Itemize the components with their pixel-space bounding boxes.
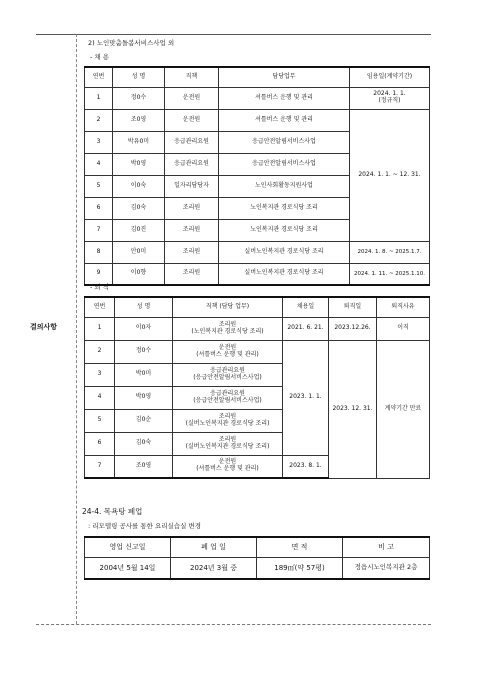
cell-no: 8 — [85, 241, 113, 263]
retire-table — [84, 296, 430, 479]
table-row — [85, 340, 430, 363]
cell-duty: 노인복지관 경로식당 조리 — [219, 197, 350, 219]
cell-name: 박유0미 — [113, 131, 165, 153]
cell-role: 조리원 — [165, 263, 219, 285]
cell-name: 김0숙 — [115, 432, 173, 455]
cell-no: 1 — [85, 317, 115, 340]
cell-note: 정읍시노인복지관 2층 — [343, 557, 430, 579]
cell-hired-merged: 2023. 1. 1. — [283, 340, 329, 455]
cell-retired: 2023.12.26. — [329, 317, 377, 340]
section2-title: 24-4. 목욕탕 폐업 — [82, 507, 143, 516]
cell-no: 4 — [85, 386, 115, 409]
cell-duty: 실버노인복지관 경로식당 조리 — [219, 263, 350, 285]
cell-hired: 2023. 8. 1. — [283, 455, 329, 478]
cell-role-duty — [173, 432, 283, 455]
cell-no: 6 — [85, 432, 115, 455]
cell-duty: 노인복지관 경로식당 조리 — [219, 219, 350, 241]
hire-table — [84, 66, 430, 286]
table-row — [85, 109, 430, 131]
cell-reason-merged: 계약기간 만료 — [377, 340, 430, 478]
duty-line: (응급안전알림서비스사업) — [193, 373, 262, 381]
cell-role-duty — [173, 317, 283, 340]
role-line: 조리원 — [218, 435, 237, 443]
cell-period: 2024. 1. 11. ~ 2025.1.10. — [350, 263, 430, 285]
hire-header-period: 임용일(계약기간) — [350, 67, 430, 87]
hire-label: - 채 용 — [90, 53, 110, 61]
role-line: 응급관리요원 — [210, 366, 245, 374]
section1-title: 2) 노인맞춤돌봄서비스사업 외 — [88, 39, 175, 47]
retire-header-hired: 채용일 — [283, 297, 329, 317]
duty-line: (응급안전알림서비스사업) — [193, 396, 262, 404]
cell-no: 7 — [85, 455, 115, 478]
cell-duty: 실버노인복지관 경로식당 조리 — [219, 241, 350, 263]
duty-line: (셔틀버스 운행 및 관리) — [196, 465, 259, 473]
cell-no: 4 — [85, 153, 113, 175]
hire-header-name: 성 명 — [113, 67, 165, 87]
cell-no: 9 — [85, 263, 113, 285]
cell-name: 김0진 — [113, 219, 165, 241]
cell-no: 1 — [85, 87, 113, 109]
cell-role-duty — [173, 409, 283, 432]
hire-header-no: 연번 — [85, 67, 113, 87]
cell-duty: 응급안전알림서비스사업 — [219, 153, 350, 175]
table-row — [85, 557, 430, 579]
cell-period — [350, 87, 430, 109]
cell-no: 6 — [85, 197, 113, 219]
retire-header-retired: 퇴직일 — [329, 297, 377, 317]
cell-hired: 2021. 6. 21. — [283, 317, 329, 340]
cell-period-merged: 2024. 1. 1. ~ 12. 31. — [350, 109, 430, 241]
role-line: 운전원 — [218, 343, 237, 351]
cell-role-duty — [173, 340, 283, 363]
cell-role-duty — [173, 363, 283, 386]
cell-period: 2024. 1. 8. ~ 2025.1.7. — [350, 241, 430, 263]
cell-close-date: 2024년 3월 중 — [171, 557, 257, 579]
retire-label: - 퇴 직 — [90, 283, 110, 291]
role-line: 조리원 — [218, 412, 237, 420]
cell-role: 운전원 — [165, 109, 219, 131]
table-row — [85, 241, 430, 263]
cell-name: 이0향 — [113, 263, 165, 285]
cell-no: 3 — [85, 363, 115, 386]
cell-name: 조0영 — [113, 109, 165, 131]
cell-name: 정0수 — [115, 340, 173, 363]
duty-line: (셔틀버스 운행 및 관리) — [196, 350, 259, 358]
cell-name: 안0미 — [113, 241, 165, 263]
bottom-rule — [36, 624, 431, 625]
cell-duty: 응급안전알림서비스사업 — [219, 131, 350, 153]
table-row — [85, 263, 430, 285]
cell-role: 일자리담당자 — [165, 175, 219, 197]
period-line1: 2024. 1. 1. — [373, 90, 406, 98]
cell-duty: 노인사회활동지원사업 — [219, 175, 350, 197]
column-divider — [76, 34, 77, 624]
cell-reason: 이직 — [377, 317, 430, 340]
cell-report-date: 2004년 5월 14일 — [85, 557, 171, 579]
side-label: 결의사항 — [30, 323, 58, 331]
closure-header-area: 면 적 — [257, 537, 343, 557]
cell-name: 박0영 — [113, 153, 165, 175]
cell-name: 김0숙 — [113, 197, 165, 219]
cell-role: 응급관리요원 — [165, 131, 219, 153]
hire-header-role: 직책 — [165, 67, 219, 87]
period-line2: (정규직) — [378, 97, 401, 104]
cell-duty: 셔틀버스 운행 및 관리 — [219, 109, 350, 131]
cell-no: 5 — [85, 175, 113, 197]
cell-retired-merged: 2023. 12. 31. — [329, 340, 377, 478]
cell-role: 응급관리요원 — [165, 153, 219, 175]
cell-name: 정0수 — [113, 87, 165, 109]
duty-line: (노인복지관 경로식당 조리) — [191, 327, 264, 335]
table-row — [85, 317, 430, 340]
top-rule — [36, 34, 431, 35]
cell-name: 박0영 — [115, 386, 173, 409]
duty-line: (실버노인복지관 경로식당 조리) — [185, 419, 270, 427]
role-line: 조리원 — [218, 320, 237, 328]
cell-area: 189㎡(약 57평) — [257, 557, 343, 579]
retire-header-no: 연번 — [85, 297, 115, 317]
cell-role: 조리원 — [165, 219, 219, 241]
cell-name: 조0영 — [115, 455, 173, 478]
cell-role-duty — [173, 455, 283, 478]
cell-no: 5 — [85, 409, 115, 432]
role-line: 운전원 — [218, 458, 237, 466]
role-line: 응급관리요원 — [210, 389, 245, 397]
closure-table — [84, 536, 430, 580]
retire-header-name: 성 명 — [115, 297, 173, 317]
table-row — [85, 87, 430, 109]
cell-role: 조리원 — [165, 197, 219, 219]
cell-role-duty — [173, 386, 283, 409]
cell-no: 2 — [85, 340, 115, 363]
cell-no: 2 — [85, 109, 113, 131]
cell-name: 김0순 — [115, 409, 173, 432]
closure-header-note: 비 고 — [343, 537, 430, 557]
closure-header-report-date: 영업 신고일 — [85, 537, 171, 557]
cell-no: 3 — [85, 131, 113, 153]
section2-subtitle: : 리모델링 공사를 통한 요리실습실 변경 — [88, 522, 201, 530]
cell-name: 이0숙 — [113, 175, 165, 197]
retire-header-role: 직책 (담당 업무) — [173, 297, 283, 317]
cell-role: 운전원 — [165, 87, 219, 109]
cell-no: 7 — [85, 219, 113, 241]
cell-duty: 셔틀버스 운행 및 관리 — [219, 87, 350, 109]
duty-line: (실버노인복지관 경로식당 조리) — [185, 442, 270, 450]
retire-header-reason: 퇴직사유 — [377, 297, 430, 317]
hire-header-duty: 담당업무 — [219, 67, 350, 87]
cell-name: 박0미 — [115, 363, 173, 386]
closure-header-close-date: 폐 업 일 — [171, 537, 257, 557]
cell-role: 조리원 — [165, 241, 219, 263]
cell-name: 이0자 — [115, 317, 173, 340]
